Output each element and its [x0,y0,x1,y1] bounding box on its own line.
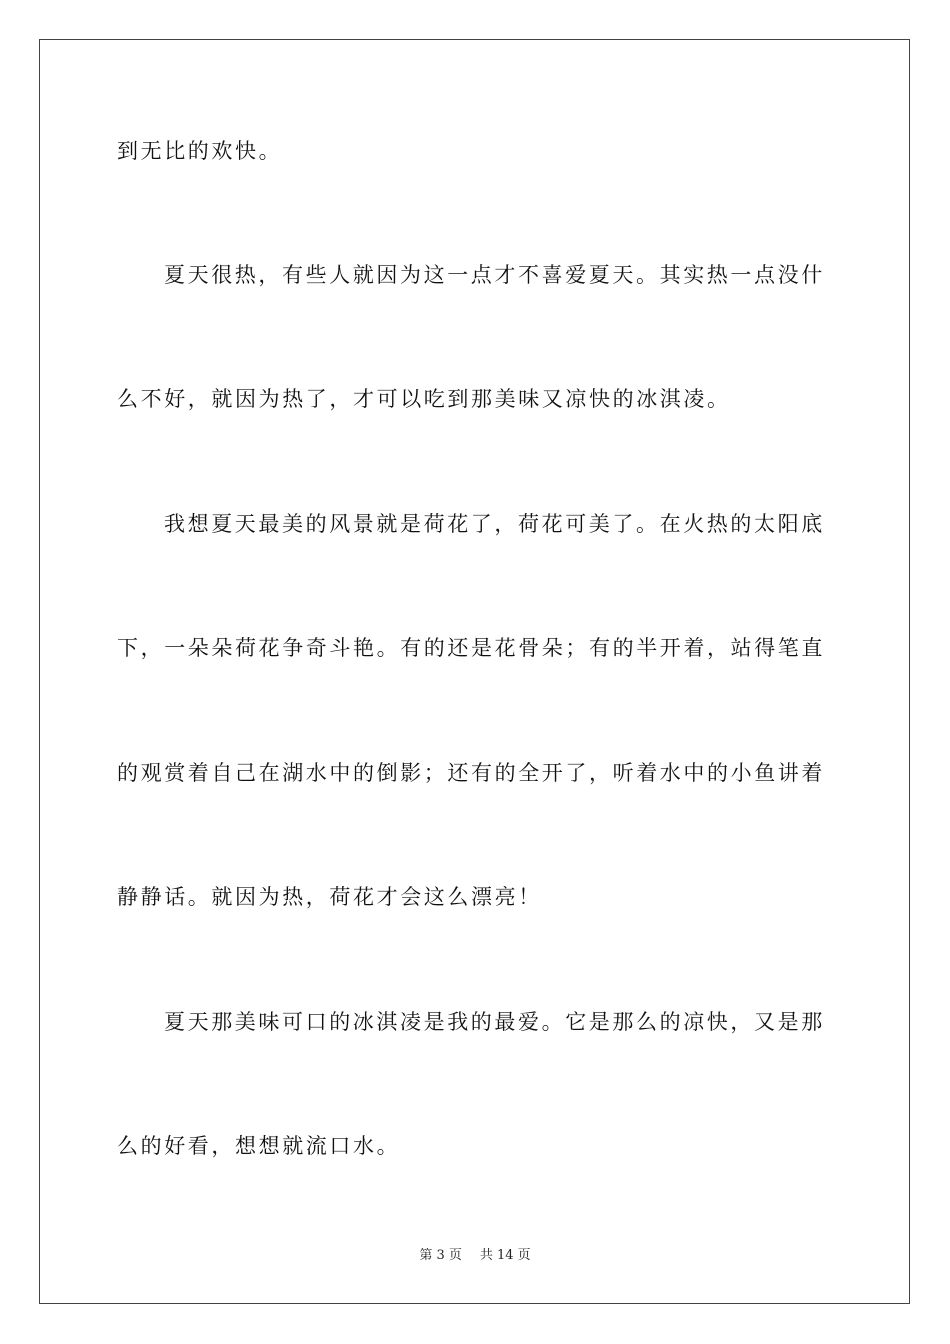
paragraph-line: 的观赏着自己在湖水中的倒影；还有的全开了，听着水中的小鱼讲着 [117,761,825,785]
paragraph-line: 静静话。就因为热，荷花才会这么漂亮！ [117,885,542,909]
page-footer [0,1247,950,1265]
paragraph-line: 我想夏天最美的风景就是荷花了，荷花可美了。在火热的太阳底 [164,512,825,536]
page-total: 共 14 页 [479,1248,531,1263]
paragraph-line: 下，一朵朵荷花争奇斗艳。有的还是花骨朵；有的半开着，站得笔直 [117,636,825,660]
paragraph-line: 么不好，就因为热了，才可以吃到那美味又凉快的冰淇凌。 [117,387,731,411]
paragraph-line: 夏天那美味可口的冰淇凌是我的最爱。它是那么的凉快，又是那 [164,1010,825,1034]
paragraph-line: 夏天很热，有些人就因为这一点才不喜爱夏天。其实热一点没什 [164,263,825,287]
page-number: 第 3 页 [419,1248,462,1263]
paragraph-line: 么的好看，想想就流口水。 [117,1134,401,1158]
page-border [39,39,910,1304]
paragraph-line: 到无比的欢快。 [117,139,283,163]
